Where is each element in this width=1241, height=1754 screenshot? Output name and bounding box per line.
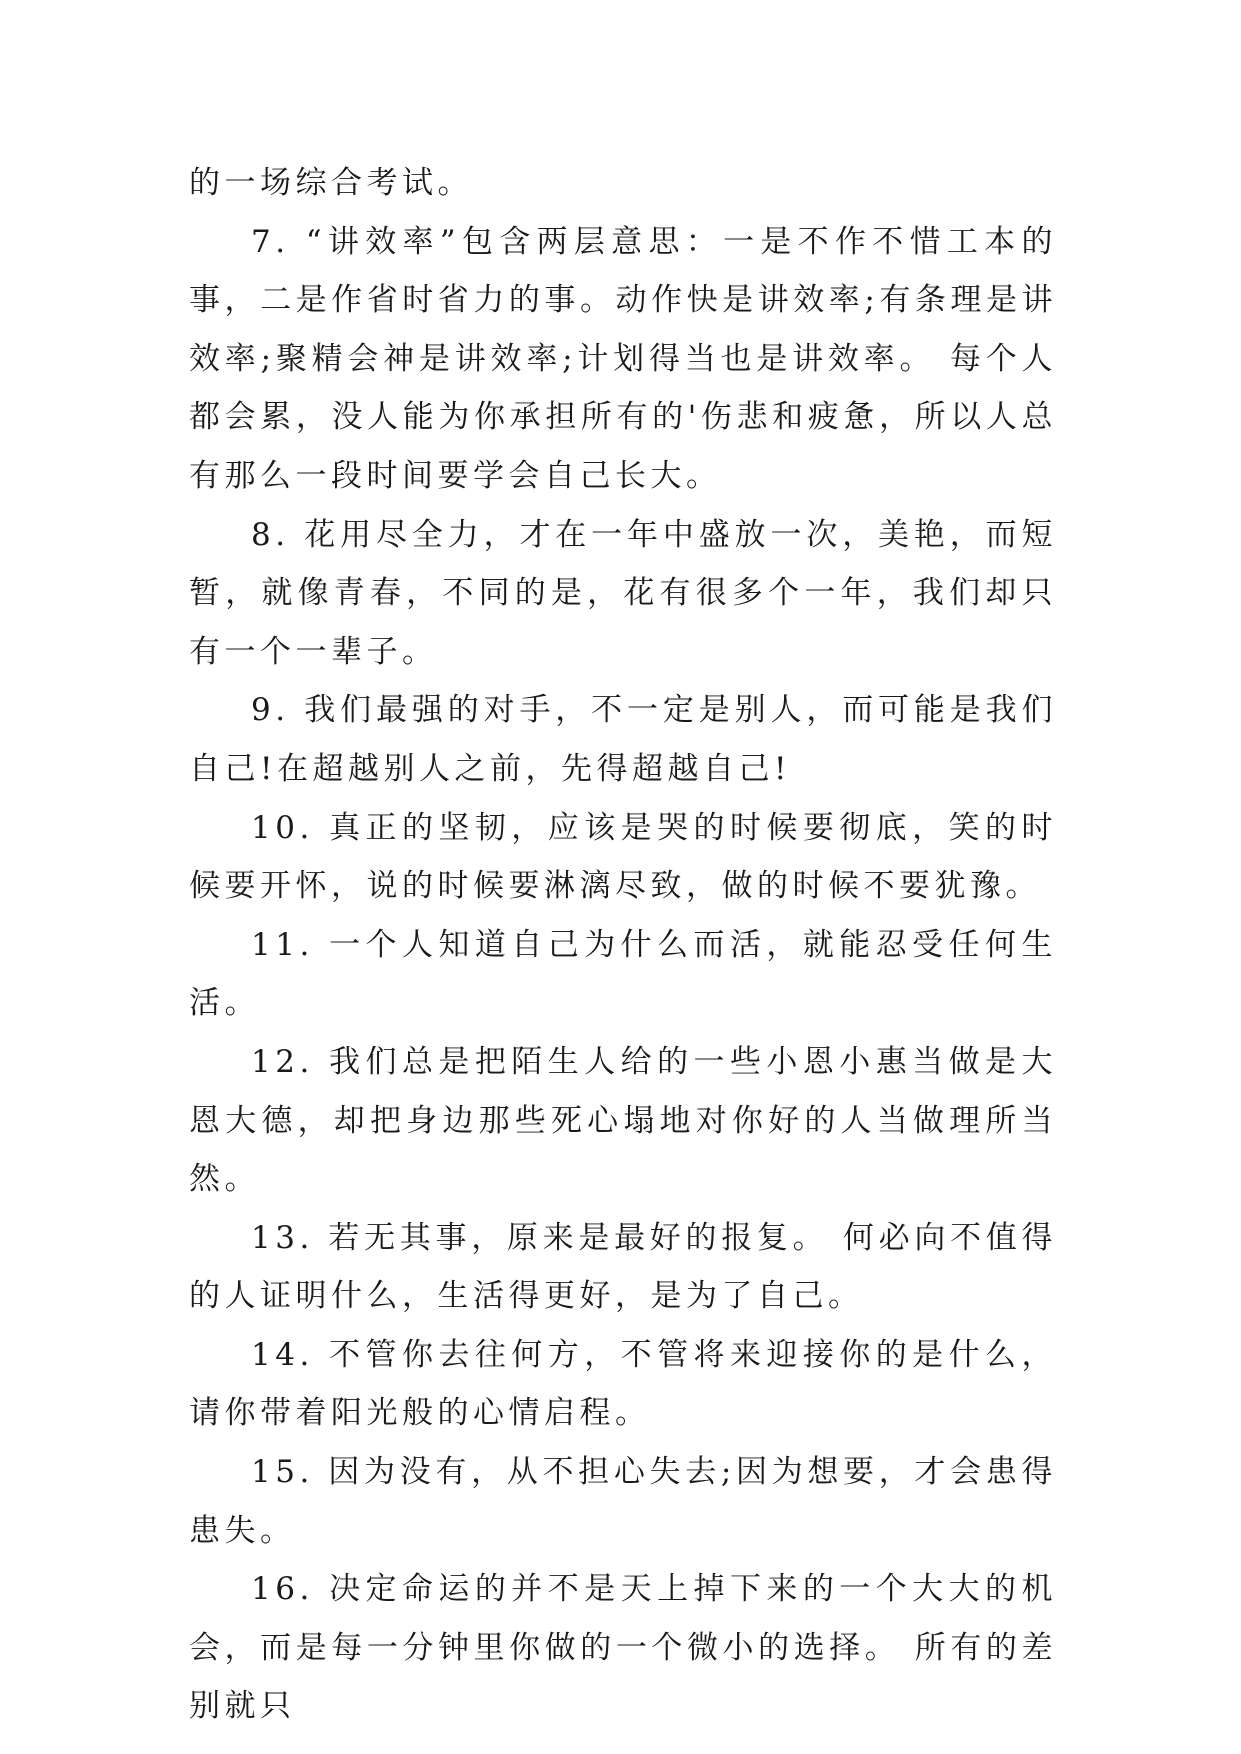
paragraph: 15. 因为没有，从不担心失去;因为想要，才会患得患失。 (189, 1454, 1057, 1549)
paragraph: 8. 花用尽全力，才在一年中盛放一次，美艳，而短暂，就像青春，不同的是，花有很多个一年，我们却只有一个一辈子。 (189, 516, 1057, 670)
paragraph: 7. “讲效率”包含两层意思：一是不作不惜工本的事，二是作省时省力的事。动作快是讲效率;有条理是讲效率;聚精会神是讲效率;计划得当也是讲效率。 每个人都会累，没人能为你承担所有的'伤悲和疲惫，所以人总有那么一段时间要学会自己长大。 (189, 223, 1057, 494)
paragraph: 的一场综合考试。 (189, 165, 473, 201)
paragraph: 14. 不管你去往何方，不管将来迎接你的是什么，请你带着阳光般的心情启程。 (189, 1336, 1057, 1432)
paragraph: 12. 我们总是把陌生人给的一些小恩小惠当做是大恩大德，却把身边那些死心塌地对你好的人当做理所当然。 (189, 1043, 1057, 1198)
document-body (189, 154, 1057, 1736)
paragraph: 11. 一个人知道自己为什么而活，就能忍受任何生活。 (189, 926, 1057, 1022)
paragraph: 10. 真正的坚韧，应该是哭的时候要彻底，笑的时候要开怀，说的时候要淋漓尽致，做的时候不要犹豫。 (189, 809, 1057, 905)
paragraph: 13. 若无其事，原来是最好的报复。 何必向不值得的人证明什么，生活得更好，是为了自己。 (189, 1219, 1057, 1315)
paragraph: 16. 决定命运的并不是天上掉下来的一个大大的机会，而是每一分钟里你做的一个微小的选择。 所有的差别就只 (189, 1571, 1057, 1725)
paragraph: 9. 我们最强的对手，不一定是别人，而可能是我们自己!在超越别人之前，先得超越自己! (189, 692, 1057, 787)
